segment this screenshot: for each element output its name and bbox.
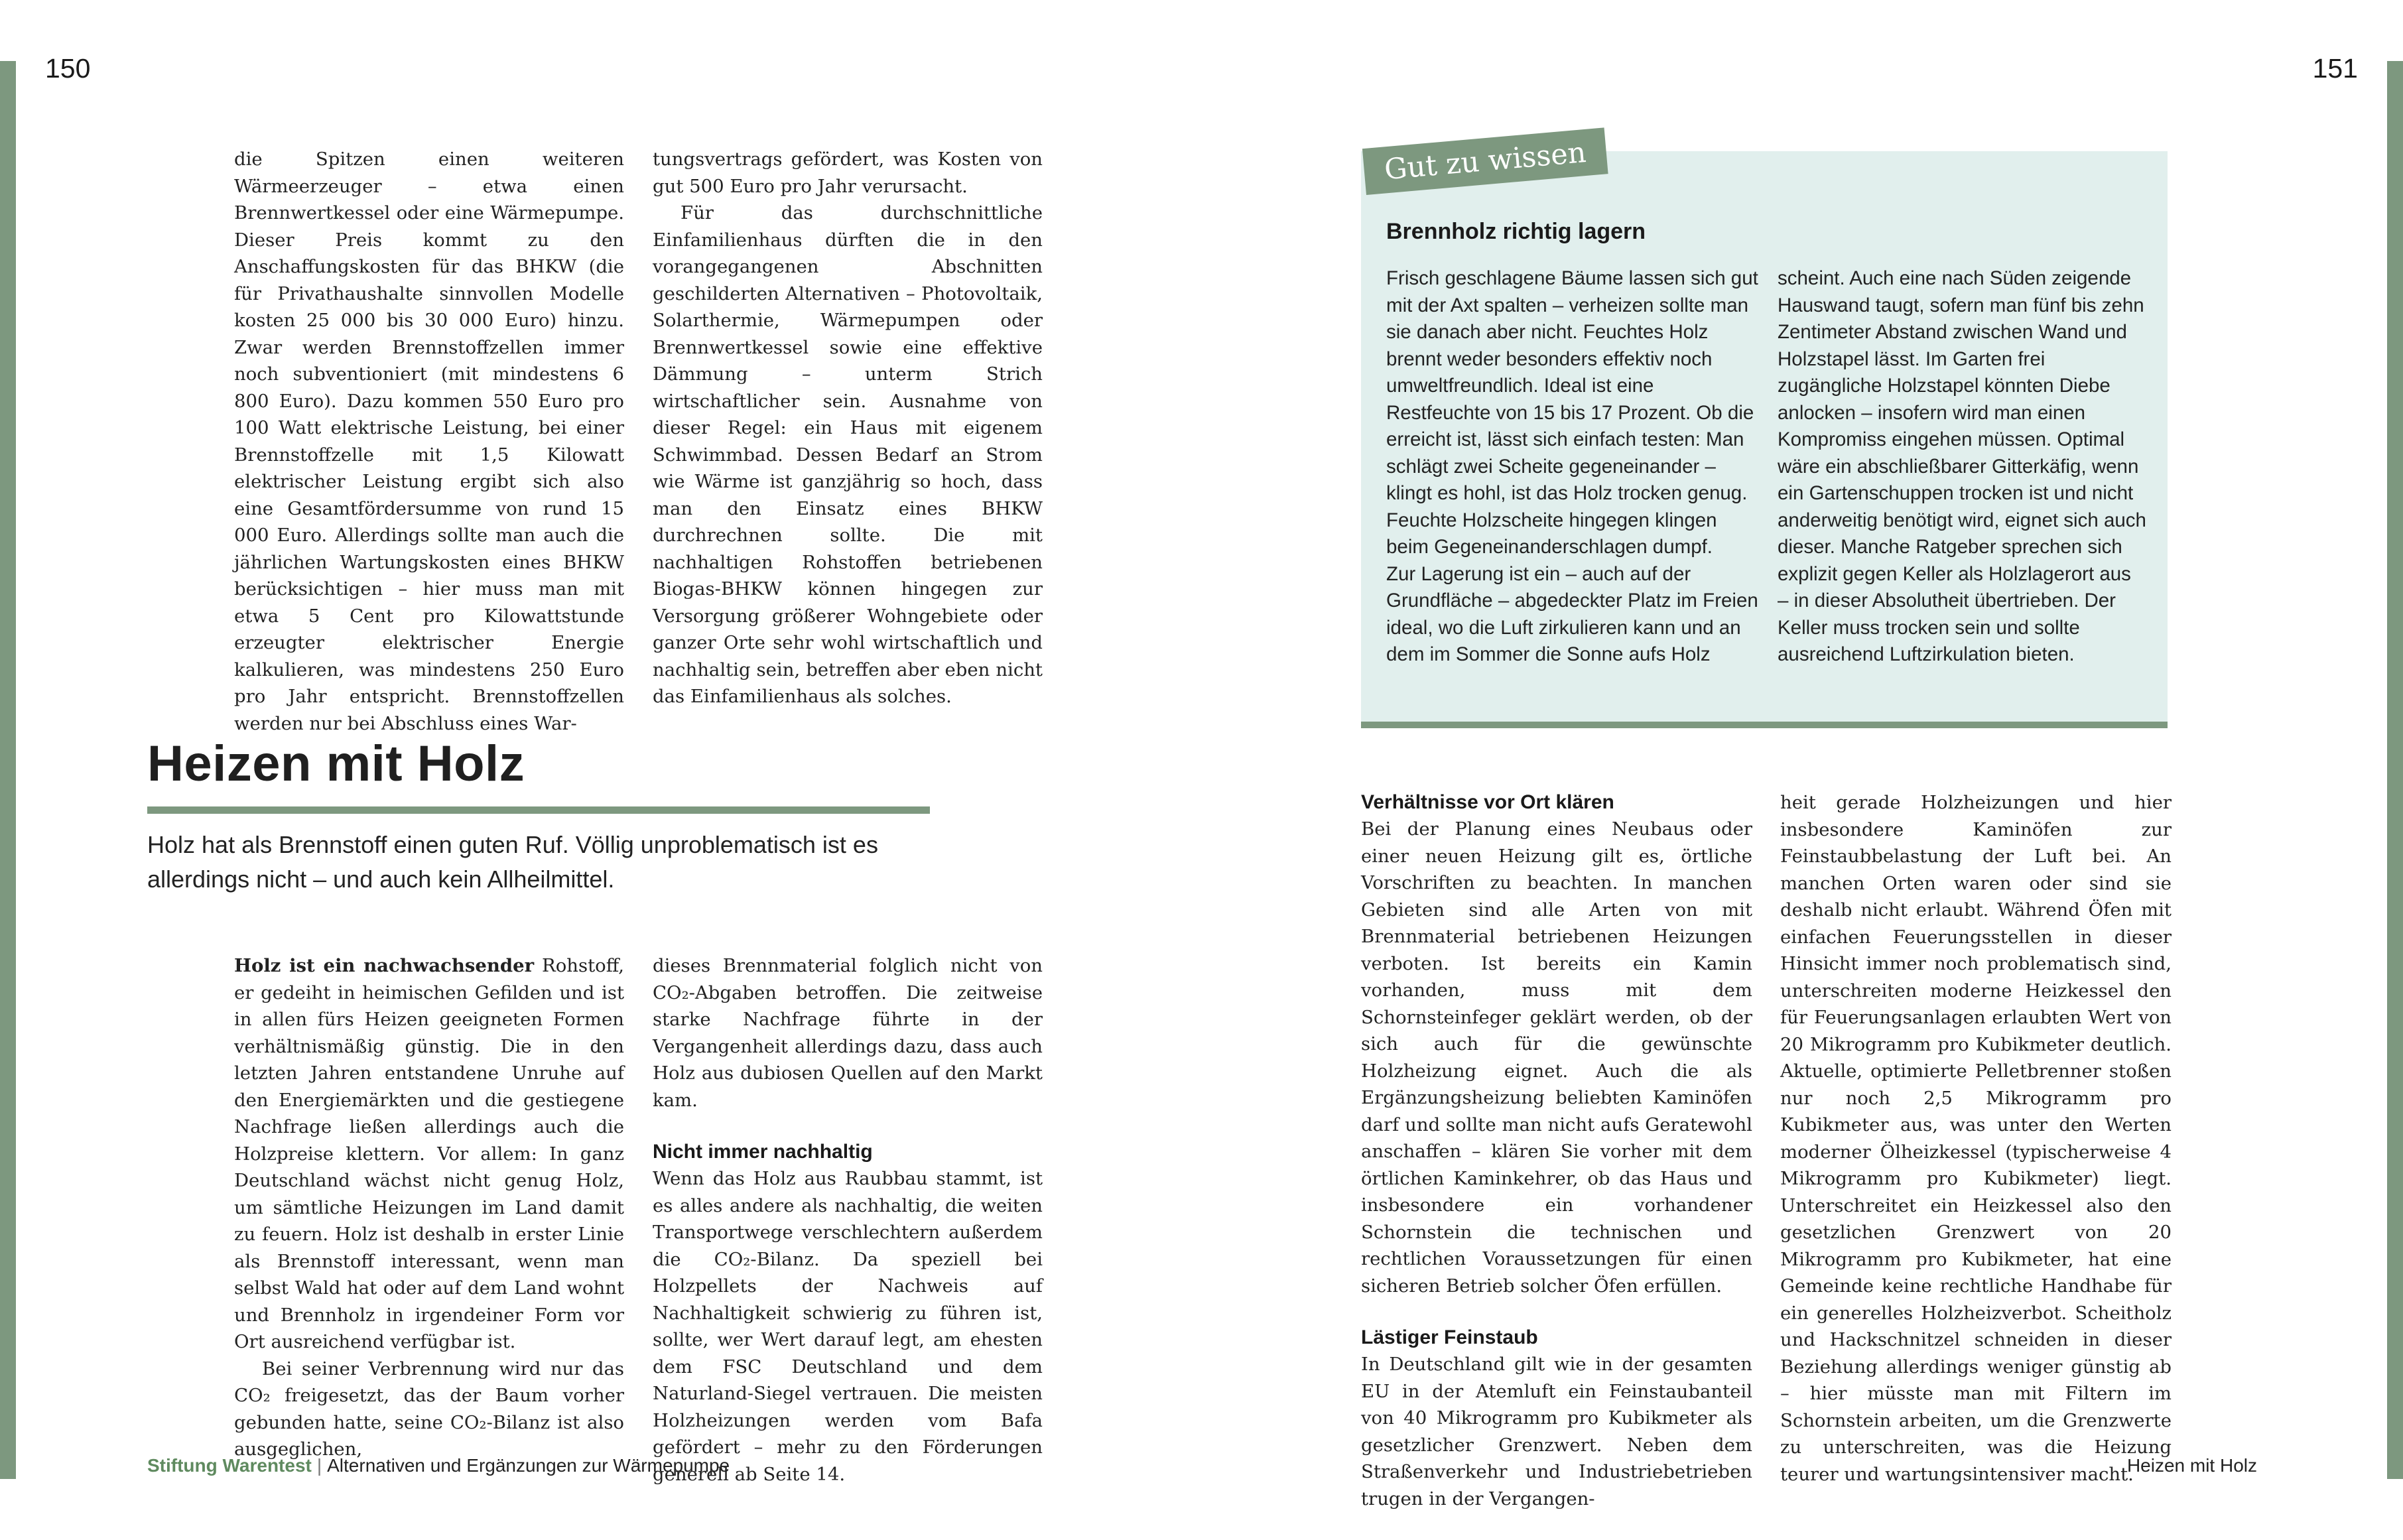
paragraph: scheint. Auch eine nach Süden zeigende Hauswand taugt, sofern man fünf bis zehn Zentimeter Abstand zwischen Wand und Holzstapel lässt. Im Garten frei zugängliche Holzstapel könnten Diebe anlocken – insofern wird man einen Kompromiss eingehen müssen. Optimal wäre ein abschließbarer Gitterkäfig, wenn ein Gartenschuppen trocken ist und nicht anderweitig benötigt wird, eignet sich auch dieser. Manche Ratgeber sprechen sich explizit gegen Keller als Holzlagerort aus – in dieser Absolutheit übertrieben. Der Keller muss trocken sein und sollte ausreichend Luftzirkulation bieten. [1778, 267, 2146, 665]
page-number-left: 150 [45, 53, 91, 84]
paragraph: Für das durchschnittliche Einfamilienhaus dürften die in den vorangegangenen Abschnitten geschilderten Alternativen – Photovoltaik, Solarthermie, Wärmepumpen oder Brennwertkessel sowie eine effektive Dämmung – unterm Strich wirtschaftlicher sein. Ausnahme von dieser Regel: ein Haus mit eigenem Schwimmbad. Dessen Bedarf an Strom wie Wärme ist ganzjährig so hoch, dass man den Einsatz eines BHKW durchrechnen sollte. Die mit nachhaltigen Rohstoffen betriebenen Biogas-BHKW können hingegen zur Versorgung größerer Wohngebiete oder ganzer Orte sehr wohl wirtschaftlich und nachhaltig sein, betreffen aber eben nicht das Einfamilienhaus als solches. [653, 202, 1043, 707]
right-edge-bar [2387, 61, 2403, 1479]
right-body-column-2 [1780, 789, 2172, 1488]
left-body-column-1 [234, 952, 624, 1463]
info-box-title: Brennholz richtig lagern [1386, 219, 1646, 244]
left-edge-bar [0, 61, 16, 1479]
info-box-tag: Gut zu wissen [1362, 127, 1608, 195]
heading-underline [147, 806, 930, 814]
paragraph: Wenn das Holz aus Raubbau stammt, ist es alles andere als nachhaltig, die weiten Transportwege verschlechtern außerdem die CO₂-Bilanz. Da speziell bei Holzpellets der Nachweis auf Nachhaltigkeit schwierig zu führen ist, sollte, wer Wert darauf legt, am ehesten dem FSC Deutschland und dem Naturland-Siegel vertrauen. Die meisten Holzheizungen werden vom Bafa gefördert – mehr zu den Förderungen generell ab Seite 14. [653, 1168, 1043, 1485]
right-body-column-1 [1361, 789, 1752, 1512]
paragraph: Bei der Planung eines Neubaus oder einer neuen Heizung gilt es, örtliche Vorschriften zu beachten. In manchen Gebieten sind alle Arten von mit Brennmaterial betriebenen Heizungen verboten. Ist bereits ein Kamin vorhanden, muss mit dem Schornsteinfeger geklärt werden, ob der sich auch für die gewünschte Holzheizung eignet. Auch die als Ergänzungsheizung beliebten Kaminöfen darf und sollte man nicht aufs Geratewohl anschaffen – klären Sie vorher mit dem örtlichen Kaminkehrer, ob das Haus und insbesondere ein vorhandener Schornstein die technischen und rechtlichen Voraussetzungen für einen sicheren Betrieb solcher Öfen erfüllen. [1361, 818, 1752, 1297]
paragraph: Holz ist ein nachwachsender Rohstoff, er gedeiht in heimischen Gefilden und ist in allen fürs Heizen geeigneten Formen verhältnismäßig günstig. Die in den letzten Jahren entstandene Unruhe auf den Energiemärkten und die gestiegene Nachfrage ließen allerdings auch die Holzpreise klettern. Vor allem: In ganz Deutschland wächst nicht genug Holz, um sämtliche Heizungen im Land damit zu feuern. Holz ist deshalb in erster Linie als Brennstoff interessant, wenn man selbst Wald hat oder auf dem Land wohnt und Brennholz in irgendeiner Form vor Ort ausreichend verfügbar ist. [234, 955, 624, 1352]
footer-left [147, 1455, 730, 1476]
info-box-column-1 [1386, 265, 1762, 669]
paragraph: dieses Brennmaterial folglich nicht von CO₂-Abgaben betroffen. Die zeitweise starke Nachfrage führte in der Vergangenheit allerdings dazu, dass auch Holz aus dubiosen Quellen auf den Markt kam. [653, 955, 1043, 1111]
footer-brand: Stiftung Warentest [147, 1455, 312, 1476]
paragraph: heit gerade Holzheizungen und hier insbesondere Kaminöfen zur Feinstaubbelastung der Luft bei. An manchen Orten waren oder sind sie deshalb nicht erlaubt. Während Öfen mit einfachen Feuerungsstellen in dieser Hinsicht immer noch problematisch sind, unterschreiten moderne Heizkessel den für Feuerungsanlagen erlaubten Wert von 20 Mikrogramm pro Kubikmeter deutlich. Aktuelle, optimierte Pelletbrenner stoßen nur noch 2,5 Mikrogramm pro Kubikmeter aus, was unter den Werten moderner Ölheizkessel (typischerweise 4 Mikrogramm pro Kubikmeter) liegt. Unterschreitet ein Heizkessel also den gesetzlichen Grenzwert von 20 Mikrogramm pro Kubikmeter, hat eine Gemeinde keine rechtliche Handhabe für ein generelles Holzheizverbot. Scheitholz und Hackschnitzel schneiden in dieser Beziehung allerdings weniger günstig ab – hier müsste man mit Filtern im Schornstein arbeiten, um die Grenzwerte zu unterschreiten, was die Heizung teurer und wartungsintensiver macht. [1780, 792, 2172, 1485]
footer-separator: | [316, 1455, 322, 1476]
page-number-right: 151 [2312, 53, 2358, 84]
left-body-column-2 [653, 952, 1043, 1488]
left-top-column-1 [234, 146, 624, 737]
paragraph: Bei seiner Verbrennung wird nur das CO₂ freigesetzt, das der Baum vorher gebunden hatte, seine CO₂-Bilanz ist also ausgeglichen, [234, 1358, 624, 1460]
subheading: Verhältnisse vor Ort klären [1361, 791, 1614, 813]
info-box-column-2 [1778, 265, 2146, 669]
left-top-column-2 [653, 146, 1043, 710]
section-heading: Heizen mit Holz [147, 736, 525, 792]
subheading: Nicht immer nachhaltig [653, 1141, 873, 1163]
footer-right: Heizen mit Holz [2126, 1455, 2257, 1476]
subheading: Lästiger Feinstaub [1361, 1326, 1538, 1348]
lead-in-bold: Holz ist ein nachwachsender [234, 955, 535, 976]
footer-chapter: Alternativen und Ergänzungen zur Wärmepumpe [327, 1455, 730, 1476]
info-box-rule [1361, 722, 2168, 728]
paragraph: die Spitzen einen weiteren Wärmeerzeuger – etwa einen Brennwertkessel oder eine Wärmepumpe. Dieser Preis kommt zu den Anschaffungskosten für das BHKW (die für Privathaushalte sinnvollen Modelle kosten 25 000 bis 30 000 Euro) hinzu. Zwar werden Brennstoffzellen immer noch subventioniert (mit mindestens 6 800 Euro). Dazu kommen 550 Euro pro 100 Watt elektrische Leistung, bei einer Brennstoffzelle mit 1,5 Kilowatt elektrischer Leistung ergibt sich also eine Gesamtfördersumme von rund 15 000 Euro. Allerdings sollte man auch die jährlichen Wartungskosten eines BHKW berücksichtigen – hier muss man mit etwa 5 Cent pro Kilowattstunde erzeugter elektrischer Energie kalkulieren, was mindestens 250 Euro pro Jahr entspricht. Brennstoffzellen werden nur bei Abschluss eines War- [234, 149, 624, 734]
paragraph: Frisch geschlagene Bäume lassen sich gut mit der Axt spalten – verheizen sollte man sie danach aber nicht. Feuchtes Holz brennt weder besonders effektiv noch umweltfreundlich. Ideal ist eine Restfeuchte von 15 bis 17 Prozent. Ob die erreicht ist, lässt sich einfach testen: Man schlägt zwei Scheite gegeneinander – klingt es hohl, ist das Holz trocken genug. Feuchte Holzscheite hingegen klingen beim Gegeneinanderschlagen dumpf. [1386, 267, 1758, 558]
paragraph: In Deutschland gilt wie in der gesamten EU in der Atemluft ein Feinstaubanteil von 40 Mikrogramm pro Kubikmeter als gesetzlicher Grenzwert. Neben dem Straßenverkehr und Industriebetrieben trugen in der Vergangen- [1361, 1354, 1752, 1509]
paragraph: tungsvertrags gefördert, was Kosten von gut 500 Euro pro Jahr verursacht. [653, 149, 1043, 197]
paragraph: Zur Lagerung ist ein – auch auf der Grundfläche – abgedeckter Platz im Freien ideal, wo die Luft zirkulieren kann und an dem im Sommer die Sonne aufs Holz [1386, 562, 1758, 665]
lead-text: Holz hat als Brennstoff einen guten Ruf. Völlig unproblematisch ist es allerdings nicht – und auch kein Allheilmittel. [147, 831, 878, 893]
